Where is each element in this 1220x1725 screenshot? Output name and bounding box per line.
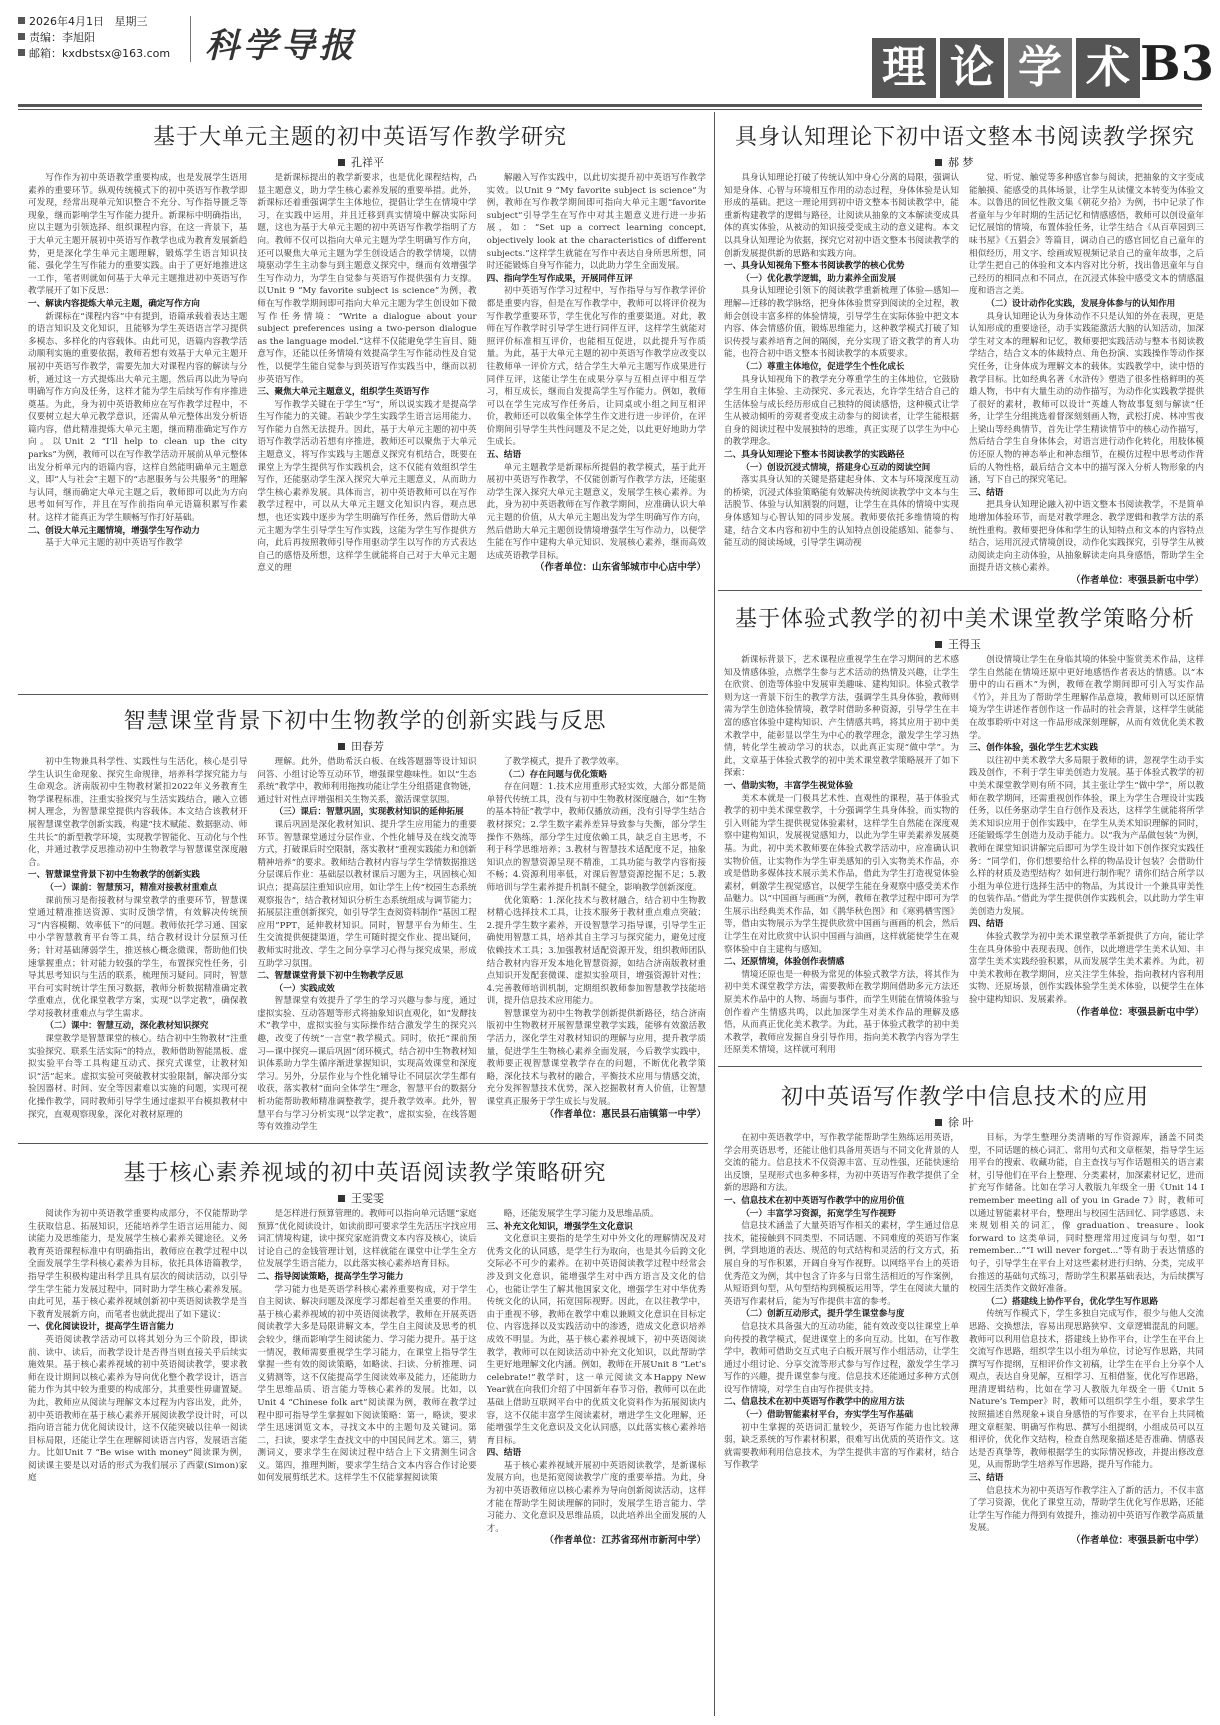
paragraph: 初中英语写作学习过程中，写作指导与写作教学评价都是重要内容，但是在写作教学中，教师可以将评价视为写作教学重要环节，学生优化写作的重要渠道。对此，教师在写作教学时引导学生进行同伴互评，这样学生就能对照评价标准相互评价，也能相互促进，以此提升写作质量。为此，基于大单元主题的初中英语写作教学应改变以往教师单一评价方式，结合学生大单元主题写作成果进行同伴互评，这能让学生在成果分享与互相点评中相互学习，相互成长，继而自发提高学生写作能力。例如，教师可以在学生完成写作任务后，让同桌或小组之间互相评价，教师还可以收集全体学生作文进行进一步评价，在评价期间引导学生共性问题及不足之处，以此更好地助力学生成长。: [486, 286, 706, 448]
section-heading: 一、优化阅读设计，提高学生语言能力: [28, 1322, 175, 1333]
paragraph: 智慧课堂有效提升了学生的学习兴趣与参与度，通过虚拟实验、互动答题等形式将抽象知识直观化，如“发酵技术”教学中，虚拟实验与实际操作结合激发学生的探究兴趣，改变了传统“一言堂”教学模式。同时，依托“课前预习—课中探究—课后巩固”闭环模式，结合初中生物教材知识体系助力学生循序渐进掌握知识，实现高效课堂和深度学习。另外，分层作业与个性化辅导让不同层次学生都有收获，落实教材“面向全体学生”理念，智慧平台的数据分析功能帮助教师精准调整教学，提升教学效率。此外，智慧平台与学习分析实现“以学定教”，虚拟实验，在线答题等有效推动学生: [257, 996, 477, 1133]
bullet-square-icon: [18, 33, 25, 40]
subsection-heading: （一）课前：智慧预习，精准对接教材重难点: [45, 882, 218, 893]
paragraph: 存在问题：1.技术应用重形式轻实效，大部分都是简单替代传统工具，没有与初中生物教材深度融合，如“生物的基本特征”教学中，教师仅播放动画，没有引导学生结合教材探究；2.学生数字素养差异导致参与失衡，部分学生操作不熟练，部分学生过度依赖工具，缺乏自主思考，不利于科学思维培养；3.教材与智慧技术适配度不足，抽象知识点的智慧资源呈现不精准，工具功能与教学内容衔接不畅；4.资源利用率低，对课后智慧资源挖掘不足；5.教师培训与学生素养提升机制不健全，影响教学创新深度。: [486, 782, 706, 893]
paragraph: 新课标在“课程内容”中有提到，语篇承载着表达主题的语言知识及文化知识，且能够为学生英语语言学习提供多模态、多样化的内容载体。由此可见，语篇内容教学活动顺利实施的重要依据，教师若想有效基于大单元主题开展初中英语写作教学，需要先加大对课程内容的解读与分析，通过这一方式提炼出大单元主题，然后再以此为导向明确写作方向及任务，这样才能为学生后续写作有序推进奠基。为此，身为初中英语教师应在写作教学过程中，不仅要树立起大单元教学意识，还需从单元整体出发分析语篇内容，借此精准提炼大单元主题，继而精准确定写作方向。以Unit 2 “I’ll help to clean up the city parks”为例，教师可以在写作教学活动开展前从单元整体出发分析单元内的语篇内容，这样自然能明确单元主题意义，即“人与社会”主题下的“志愿服务与公共服务”的理解与认同，继而确定大单元主题之后，教师即可以此为方向思考如何写作，并且在写作前指向单元语篇积累写作素材。这样才能真正为学生顺畅写作打好基础。: [28, 311, 248, 524]
article-title: 基于体验式教学的初中美术课堂教学策略分析: [734, 607, 1195, 632]
section-heading: 五、结语: [486, 450, 522, 461]
article-column: [969, 1132, 1204, 1716]
article-divider: [718, 590, 1202, 591]
article-title: 基于核心素养视域的初中英语阅读教学策略研究: [123, 1161, 607, 1186]
author-affiliation: （作者单位：枣强县新屯中学）: [1070, 575, 1204, 586]
email-line: [18, 46, 198, 62]
article-byline: [338, 154, 384, 170]
subsection-heading: （一）借助智能素材平台，夯实学生写作基础: [741, 1410, 914, 1421]
paragraph: 传统写作模式下，学生多独自完成写作，很少与他人交流思路、交换想法，容易出现思路狭窄、文章逻辑混乱的问题。教师可以利用信息技术，搭建线上协作平台，让学生在平台上交流写作思路，组织学生以小组为单位，讨论写作思路，共同撰写写作提纲，互相评价作文初稿，让学生在平台上分享个人观点，表达自身见解，互相学习、互相借鉴，优化写作思路，理清逻辑结构，比如在学习人教版九年级全一册《Unit 5 Nature’s Temper》时，教师可以组织学生小组，要求学生按照描述自然现象+谈自身感悟的写作要求，在平台上共同梳理文章框架、明确写作构思、撰写小组提纲，小组成员可以互相评价，优化作文结构，检查自然现象描述是否准确、情感表达是否真挚等，教师根据学生的实际情况修改，并提出修改意见，从而帮助学生培养写作思路，提升写作能力。: [969, 1309, 1204, 1471]
author-affiliation: （作者单位：枣强县新屯中学）: [1070, 1535, 1204, 1546]
paragraph: 基于核心素养视域开展初中英语阅读教学，是新课标发展方向，也是拓宽阅读教学广度的重要举措。为此，身为初中英语教师应以核心素养为导向创新阅读活动，这样才能在帮助学生阅读理解的同时，发展学生语言能力、学习能力、文化意识及思维品质，以此培养出全面发展的人才。: [486, 1460, 706, 1534]
section-char-3: 学: [1008, 38, 1072, 98]
section-heading: 三、结语: [969, 1473, 1004, 1484]
subsection-heading: （一）丰富学习资源，拓宽学生写作视野: [741, 1208, 896, 1219]
paragraph: 具身认知理论打破了传统认知中身心分离的局限，强调认知是身体、心智与环境相互作用的动态过程，身体体验是认知形成的基础。把这一理论用到初中语文整本书阅读教学中，能重新构建教学的逻辑与路径，让阅读从抽象的文本解读变成具体的真实体验，从被动的知识接受变成主动的意义建构。本文以具身认知理论为依据，探究它对初中语文整本书阅读教学的创新发展提供新的思路和实践方向。: [724, 173, 959, 259]
subsection-heading: （二）尊重主体地位，促进学生个性化成长: [741, 361, 905, 372]
section-char-1: 理: [872, 38, 936, 98]
section-heading: 一、借助实物，丰富学生视觉体验: [724, 780, 853, 791]
bullet-square-icon: [935, 1119, 942, 1126]
subsection-heading: （二）创新互动形式，提升学生课堂参与度: [741, 1309, 905, 1320]
bullet-square-icon: [18, 49, 25, 56]
section-heading: 四、结语: [969, 919, 1004, 930]
article-column: [724, 172, 959, 586]
article-divider: [18, 1143, 708, 1144]
paragraph: 基于大单元主题的初中英语写作教学: [45, 538, 183, 549]
article-column: [969, 172, 1204, 586]
paragraph: 了教学模式，提升了教学效率。: [503, 757, 625, 767]
bullet-square-icon: [338, 1195, 345, 1202]
paragraph: 学习能力也是英语学科核心素养重要构成，对于学生自主阅读、解决问题及深度学习都起着至关重要的作用。基于核心素养视域的初中英语阅读教学，教师在开展英语阅读教学大多是局限讲解文本，学生自主阅读及思考的机会较少，继而影响学生阅读能力、学习能力提升。基于这一情况，教师需要重视学生学习能力，在课堂上指导学生掌握一些有效的阅读策略，如略读、扫读、分析推理、词义猜测等，这不仅能提高学生阅读效率及能力，还能助力学生思维品质、语言能力等核心素养的发展。比如，以Unit 4 “Chinese folk art”阅读课为例，教师在教学过程中即可指导学生掌握如下阅读策略：第一，略读，要求学生迅速浏览文本，寻找文本中的主题句及关键词。第二，扫读，要求学生查找文中的中国民间艺术。第三，猜测词义，要求学生在阅读过程中结合上下文猜测生词含义。第四，推理判断，要求学生结合文本内容合作讨论要如何发展剪纸艺术。这样学生不仅能掌握阅读策: [257, 1284, 477, 1484]
article-body: [28, 756, 706, 1138]
editor-label: 责编：李旭阳: [29, 31, 95, 44]
author-name: 王雯雯: [351, 1192, 384, 1205]
section-heading: 二、智慧课堂背景下初中生物教学反思: [257, 971, 404, 982]
bullet-square-icon: [18, 17, 25, 24]
paragraph: 在初中英语教学中，写作教学能帮助学生熟练运用英语，学会用英语思考，还能让他们具备用英语与不同文化背景的人交流的能力。信息技术不仅资源丰富、互动性强，还能快速给出反馈，呈现形式也多种多样，为初中英语写作教学提供了全新的思路和方法。: [724, 1133, 959, 1194]
article-title: 基于大单元主题的初中英语写作教学研究: [152, 125, 567, 150]
date-line: [18, 14, 198, 30]
column-divider: [714, 112, 715, 1716]
subsection-heading: （二）存在问题与优化策略: [503, 769, 607, 780]
section-char-4: 术: [1076, 38, 1140, 98]
section-heading: 二、信息技术在初中英语写作教学中的应用方法: [724, 1397, 905, 1408]
section-heading: 二、创设大单元主题情境，增强学生写作动力: [28, 525, 200, 536]
paragraph: 具身认知理论引领下的阅读教学重新梳理了体验—感知—理解—迁移的教学脉络，把身体体验贯穿到阅读的全过程，教师会创设丰富多样的体验情境，引导学生在实际体验中把文本内容、体会情感价值，锻炼思维能力，这种教学模式打破了知识传授与素养培育之间的隔阂，充分实现了语文教学的育人功能，也符合初中语文整本书阅读教学的本质要求。: [724, 286, 959, 360]
section-char-2: 论: [940, 38, 1004, 98]
paragraph: 把具身认知理论融入初中语文整本书阅读教学，不是简单地增加体验环节，而是对教学理念、教学逻辑和教学方法的系统性重构。教师要把身体和学生的认知特点和文本的内容特点结合，运用沉浸式情境创设，动作化实践探究，引导学生从被动阅读走向主动体验，从抽象解读走向具身感悟，帮助学生全面提升语文核心素养。: [969, 500, 1204, 574]
author-name: 田春芳: [351, 740, 384, 753]
article-body: [28, 1208, 706, 1716]
paragraph: 信息技术为初中英语写作教学注入了新的活力，不仅丰富了学习资源，优化了课堂互动，帮助学生优化写作思路，还能让学生写作能力得到有效提升，推动初中英语写作教学高质量发展。: [969, 1485, 1204, 1534]
paragraph: 信息技术具备强大的互动功能，能有效改变以往课堂上单向传授的教学模式，促进课堂上的多向互动。比如，在写作教学中，教师可借助交互式电子白板开展写作小组活动，让学生通过小组讨论、分享交流等形式参与写作过程，激发学生学习写作的兴趣，提升课堂参与度。信息技术还能通过多种方式创设写作情境，对学生自由写作提供支持。: [724, 1321, 959, 1395]
section-heading: 三、补充文化知识，增强学生文化意识: [486, 1221, 633, 1232]
paragraph: 目标，为学生整理分类清晰的写作资源库，涵盖不同类型，不同话题的核心词汇、常用句式和文章框架，指导学生运用平台的搜索、收藏功能，自主查找与写作话题相关的语言素材，引导他们在平台上整理、分类素材，加深素材记忆，进而扩充写作储备。比如在学习人教版九年级全一册《Unit 14 I remember meeting all of you in Grade 7》时，教师可以通过智能素材平台，整理出与校园生活回忆、同学感恩、未来规划相关的词汇，像 graduation、treasure、look forward to 这类单词，同时整理常用过度词与句型，如“I remember...”“I will never forget...”等有助于表达情感的句子，引导学生在平台上对这些素材进行归纳、分类，完成平台推送的基础句式练习，帮助学生积累基础表达，为后续撰写校园生活类作文做好准备。: [969, 1133, 1204, 1295]
paragraph: 略，还能发展学生学习能力及思维品质。: [503, 1209, 659, 1219]
author-name: 孔祥平: [351, 156, 384, 169]
author-affiliation: （作者单位：山东省邹城市中心店中学）: [534, 562, 706, 574]
article-column: [257, 172, 476, 690]
article-title: 初中英语写作教学中信息技术的应用: [780, 1085, 1149, 1110]
paragraph: 具身认知理论认为身体动作不只是认知的外在表现，更是认知形成的重要途径，动手实践能激活大脑的认知活动，加深学生对文本的理解和记忆，教师要把实践活动与整本书阅读教学结合，结合文本的体裁特点、角色扮演、实践操作等动作探究任务，让身体成为理解文本的载体。实践教学中，读中悟的教学目标。比如经典名著《水浒传》塑造了很多性格鲜明的英雄人物，书中有大量生动的动作描写，为动作化实践教学提供了很好的素材，教师可以设计“英雄人物故事复刻与解读”任务，让学生分组挑选着督深刻刻画人物，武松打虎、林冲雪夜上梁山等经典情节，首先让学生精读情节中的核心动作描写，然后结合学生自身体体会，对语言进行动作化转化，用肢体模仿还原人物的神态举止和神态细节，在模仿过程中思考动作背后的人物性格，最后结合文本中的描写深入分析人物形象的内涵，写下自己的探究笔记。: [969, 311, 1204, 486]
author-name: 郝 梦: [948, 156, 974, 169]
paragraph: 以往初中美术教学大多局限于教师的讲，忽视学生动手实践及创作，不利于学生审美创造力发展。基于体验式教学的初中美术课堂教学则有所不同，其主张让学生“做中学”，所以教师在教学期间，还需重视创作体验，课上为学生合理设计实践任务，以任务驱动学生自行创作及表达，这样学生就能将所学美术知识应用于创作实践中，在学生从美术知识理解的同时，还能锻炼学生创造力及动手能力。以“我为产品做包装”为例，教师在课堂知识讲解完后即可为学生设计如下创作探究实践任务：“同学们，你们想要给什么样的物品设计包装？会借助什么样的材质及造型结构？如何进行制作呢？请你们结合所学以小组为单位进行选择生活中的物品，为其设计一个兼具审美性的包装作品。”借此为学生提供创作实践机会，以此助力学生审美创造力发展。: [969, 755, 1204, 917]
section-heading: 二、还原情境，体验创作表情感: [724, 957, 845, 968]
article-byline: [338, 738, 384, 754]
article-column: [487, 756, 706, 1138]
paragraph: 写作作为初中英语教学重要构成，也是发展学生语用素养的重要环节。纵观传统模式下的初中英语写作教学即可发现，经常出现单元知识整合不充分、写作指导匮乏等现象，继而影响学生写作能力提升。新课标中明确指出，应以主题为引领选择、组织课程内容，在这一背景下，基于大单元主题开展初中英语写作教学也成为教育发展新趋势，更是深化学生单元主题理解，锻炼学生语言知识技能、强化学生写作能力的重要实践。由于了更好地推进这一工作，笔者则就如何基于大单元主题推进初中英语写作教学展开了如下反思：: [28, 173, 248, 297]
section-heading: 三、聚焦大单元主题意义，组织学生英语写作: [257, 387, 430, 398]
section-heading: 三、创作体验，强化学生艺术实践: [969, 743, 1098, 754]
email-label: 邮箱：kxdbstsx@163.com: [29, 47, 171, 60]
article-column: [257, 756, 476, 1138]
masthead-meta: [18, 14, 198, 62]
masthead-divider: [190, 16, 191, 62]
article-column: [487, 172, 706, 690]
issue-weekday: 星期三: [114, 15, 148, 28]
paragraph: 初中生掌握的英语词汇量较少，英语写作能力也比较薄弱，缺乏系统的写作素材积累，很难写出优质的英语作文。这就需要教师利用信息技术，为学生提供丰富的写作素材，结合写作教学: [724, 1422, 959, 1471]
bullet-square-icon: [338, 743, 345, 750]
paragraph: 美术本就是一门极具艺术性、直观性的课程，基于体验式教学的初中美术课堂教学，十分强调学生具身体验，而实物的引入则能为学生提供视觉体验素材，这样学生自然能在深度观察中建构知识，发展视觉感知力，以此为学生审美素养发展奠基。为此，初中美术教师要在体验式教学活动中，应准确认识实物价值，让实物作为学生审美感知的引入实物美术作品，亦或是借助多媒体技术展示美术作品，借此为学生打造视觉体验素材，刺激学生视觉感官，以便学生能在身观察中感受美术作品魅力。以“中国画与画画”为例，教师在教学过程中即可为学生展示出经典美术作品，如《鹊华秋色图》和《寒鸦栖雪图》等，借由实物展示为学生提供欣赏中国画与画画的机会，然后让学生在对比欣赏中认识中国画与油画，这样就能使学生在观察体验中自主建构与感知。: [724, 793, 959, 955]
article-byline: [935, 154, 974, 170]
paragraph: 新课标背景下，艺术课程应重视学生在学习期间的艺术感知及情感体验，点燃学生参与艺术活动的热情及兴趣，让学生在欣赏、创造等体验中发展审美趣味、建构知识。体验式教学则为这一背景下衍生的教学方法，强调学生具身体验，教师则需为学生创造体验情境，教学时借助多种资源，引导学生在丰富的感官体验中建构知识、产生情感共鸣，将其应用于初中美术教学中，能彰显以学生为中心的教学理念，激发学生学习热情，转化学生被动学习的状态，以此真正实现“做中学”。为此，文章基于体验式教学的初中美术课堂教学策略展开了如下探索：: [724, 655, 959, 779]
paragraph: 情境还原也是一种极为常见的体验式教学方法，将其作为初中美术课堂教学方法，需要教师在教学期间借助多元方法还原美术作品中的人物、场面与事件，而学生则能在情境体验与创作着产生情感共鸣，以此加深学生对美术作品的理解及感悟，从而真正优化美术教学。为此，基于体验式教学的初中美术教学，教师应发掘自身引导作用，指向美术教学内容为学生还原美术情境，这样就可利用: [724, 969, 959, 1056]
paragraph: 课后巩固是深化教材知识、提升学生应用能力的重要环节。智慧课堂通过分层作业、个性化辅导及在线交流等方式，打破课后时空限制，落实教材“重视实践能力和创新精神培养”的要求。教师结合教材内容与学生学情数据推送分层课后作业：基础层以教材课后习题为主，巩固核心知识点；提高层注重知识应用，如让学生上传“校园生态系统观察报告”，结合教材知识分析生态系统组成与调节能力；拓展层注重创新探究，如引导学生查阅资料制作“基因工程应用”PPT，延伸教材知识。同时，智慧平台为师生、生生交流提供便捷渠道，学生可随时提交作业、提出疑问，教师实时批改、学生之间分享学习心得与探究成果，形成互助学习氛围。: [257, 819, 477, 969]
article-column: [487, 1208, 706, 1716]
paragraph: 解融入写作实践中，以此切实提升初中英语写作教学实效。以Unit 9 “My favorite subject is science”为例，教师在写作教学期间即可指向大单元主题“favorite subject”引导学生在写作中对其主题意义进行进一步拓展，如：“Set up a correct learning concept, objectively look at the characteristics of different subjects.”这样学生就能在写作中表达自身所思所想，同时还能锻炼自身写作能力，以此助力学生全面发展。: [486, 173, 706, 272]
article-column: [724, 1132, 959, 1716]
article-title: 智慧课堂背景下初中生物教学的创新实践与反思: [123, 709, 607, 734]
section-heading: 二、指导阅读策略，提高学生学习能力: [257, 1271, 404, 1282]
article-column: [28, 756, 247, 1138]
subsection-heading: （一）优化教学逻辑，助力素养全面发展: [741, 273, 896, 284]
subsection-heading: （二）课中：智慧互动，深化教材知识探究: [45, 1021, 209, 1032]
paragraph: 优化策略：1.深化技术与教材融合，结合初中生物教材精心选择技术工具，让技术服务于教材重点难点突破；2.提升学生数字素养，开设智慧学习指导课，引导学生正确使用智慧工具，培养其自主学习与探究能力，避免过度依赖技术工具；3.加强教材适配资源开发，组织教师团队结合教材内容开发本地化智慧资源，如结合济南版教材重点知识开发配套微课、虚拟实验项目，增强资源针对性；4.完善教师培训机制，定期组织教师参加智慧教学技能培训，提升信息技术应用能力。: [486, 895, 706, 1007]
bullet-square-icon: [935, 641, 942, 648]
paragraph: 初中生物兼具科学性、实践性与生活化，核心是引导学生认识生命现象、探究生命规律，培养科学探究能力与生命观念。济南版初中生物教材紧扣2022年义务教育生物学课程标准，注重实验探究与生活实践结合，融入立德树人理念，为智慧课堂提供内容载体。本文结合该教材开展智慧课堂教学创新实践，构建“技术赋能、数据驱动、师生共长”的新型教学环境，实现教学智能化、互动化与个性化，并通过教学反思推动初中生物教学与智慧课堂深度融合。: [28, 757, 248, 868]
paragraph: 课前预习是衔接教材与课堂教学的重要环节，智慧课堂通过精准推送资源、实时反馈学情，有效解决传统预习“内容模糊、效率低下”的问题。教师依托学习通、国家中小学智慧教育平台等工具，结合教材设计分层预习任务；针对基础薄弱学生，推送核心概念微课，帮助他们快速掌握重点；针对能力较强的学生，布置探究性任务，引导其思考知识与生活的联系，梳理预习疑问。同时，智慧平台可实时统计学生预习数据，教师分析数据精准确定教学重难点，优化课堂教学方案，实现“以学定教”，确保教学对接教材重难点与学生需求。: [28, 895, 248, 1019]
masthead-rule-thin: [18, 109, 1202, 110]
paragraph: 是新课标提出的教学新要求，也是优化课程结构，凸显主题意义，助力学生核心素养发展的重要举措。此外，新课标还着重强调学生主体地位，提倡让学生在情境中学习，在实践中运用，并且迁移到真实情境中解决实际问题，这也为基于大单元主题的初中英语写作教学指明了方向。教师不仅可以指向大单元主题为学生明确写作方向，还可以聚焦大单元主题为学生创设适合的教学情境，以情境驱动学生主动参与到主题意义探究中，继而有效增强学生写作动力，为学生自觉参与英语写作提供强有力支撑。以Unit 9 “My favorite subject is science”为例，教师在写作教学期间即可指向大单元主题为学生创设如下微写作任务情境：“Write a dialogue about your subject preferences using a two-person dialogue as the language model.”这样不仅能避免学生盲目、随意写作，还能以任务情境有效提高学生写作能动性及自觉性，以便学生能自觉参与到英语写作实践当中，继而以初步英语写作。: [257, 173, 477, 385]
subsection-heading: （二）设计动作化实践，发展身体参与的认知作用: [986, 298, 1176, 309]
section-heading: 二、具身认知理论下整本书阅读教学的实践路径: [724, 450, 905, 461]
author-affiliation: （作者单位：江苏省邳州市新河中学）: [544, 1535, 706, 1547]
section-heading: 一、智慧课堂背景下初中生物教学的创新实践: [28, 870, 200, 881]
article-divider: [18, 694, 708, 695]
article-column: [28, 172, 247, 690]
paragraph: 写作教学关键在于学生“写”，所以说实践才是提高学生写作能力的关键。若缺少学生实践学生语言运用能力、写作能力自然无法提升。因此，基于大单元主题的初中英语写作教学活动若想有序推进，教师还可以聚焦于大单元主题意义，将写作实践与主题意义探究有机结合，既要在课堂上为学生提供写作实践机会，这不仅能有效组织学生写作，还能驱动学生深入探究大单元主题意义，从而助力学生核心素养发展。具体而言，初中英语教师可以在写作教学过程中，可以从大单元主题文化知识内容，观点思想，也还实践中逐步为学生明确写作任务，然后借助大单元主题为学生引导学生写作实践，这能为学生写作提供方向，此后再按照教师引导作用驱动学生以写作的方式表达自己的感悟及所想，这样学生就能将自己对于大单元主题意义的理: [257, 399, 477, 574]
paragraph: 是怎样进行预算管理的。教师可以指向单元话题“家庭预算”优化阅读设计，如读前即可要求学生先活压字找应用词汇情境构建，读中探究家庭消费文本内容及核心，读后讨论自己的金钱管理计划，这样就能在课堂中让学生全方位发展学生语言能力，以此落实核心素养培育目标。: [257, 1209, 477, 1270]
paragraph: 课堂教学是智慧课堂的核心。结合初中生物教材“注重实验探究、联系生活实际”的特点，教师借助智能黑板、虚拟实验平台等工具构建互动式、探究式课堂，让教材知识“活”起来。虚拟实验可突破教材实验限制，解决部分实验因器材、时间、安全等因素难以实施的问题，实现可视化操作教学，同时教师引导学生通过虚拟平台模拟教材中探究，直观观察现象，深化对教材原理的: [28, 1034, 248, 1120]
paragraph: 文化意识主要指的是学生对中外文化的理解情况及对优秀文化的认同感，是学生行为取向，也是其今后跨文化交际必不可少的素养。在初中英语阅读教学过程中经常会涉及到文化意识，能增强学生对中西方语言及文化的信心，也能让学生了解其他国家文化，增强学生对中华优秀传统文化的认同，拓宽国际视野。因此，在以往教学中，由于重视不够，教师在教学中难以兼顾文化意识在目标定位、内容选择以及实践活动中的渗透，造成文化意识培养成效不明显。为此，基于核心素养视域下，初中英语阅读教学，教师可以在阅读活动中补充文化知识，以此帮助学生更好地理解文化内涵。例如，教师在开展Unit 8 “Let’s celebrate!”教学时，这一单元阅读文本Happy New Year就在向我们介绍了中国新年春节习俗，教师可以在此基础上借助互联网平台中的优质文化资料作为拓展阅读内容，这不仅能丰富学生阅读素材，增进学生文化理解，还能增强学生文化意识及文化认同感，以此落实核心素养培育目标。: [486, 1234, 706, 1446]
author-name: 徐 叶: [948, 1116, 974, 1129]
section-heading: 一、具身认知视角下整本书阅读教学的核心优势: [724, 261, 905, 272]
article-byline: [935, 1114, 974, 1130]
paragraph: 理解。此外，借助希沃白板、在线答题器等设计知识问答、小组讨论等互动环节，增强课堂趣味性。如以“生态系统”教学中，教师利用拖拽功能让学生分组搭建食物链，通过针对性点评增强相关生物关系，激活课堂氛围。: [257, 757, 477, 805]
article-column: [969, 654, 1204, 1060]
paragraph: 智慧课堂为初中生物教学创新提供新路径，结合济南版初中生物教材开展智慧课堂教学实践，能够有效激活教学活力，深化学生对教材知识的理解与应用，提升教学质量，促进学生生物核心素养全面发展，今后教学实践中，教师要正视智慧课堂教学存在的问题，不断优化教学策略，深化技术与教材的融合，平衡技术应用与情感交流，充分发挥智慧技术优势，深入挖掘教材育人价值，让智慧课堂真正服务于学生成长与发展。: [486, 1008, 706, 1108]
article-body: [724, 654, 1204, 1060]
article-column: [28, 1208, 247, 1716]
subsection-heading: （一）创设沉浸式情境，搭建身心互动的阅读空间: [741, 462, 931, 473]
article-byline: [935, 636, 981, 652]
section-heading: 四、结语: [486, 1448, 522, 1459]
section-heading: 三、结语: [969, 487, 1004, 498]
bullet-square-icon: [935, 159, 942, 166]
paragraph: 英语阅读教学活动可以将其划分为三个阶段，即读前、读中、读后，而教学设计是否得当则直接关乎后续实施效果。基于核心素养视域的初中英语阅读教学，要求教师在设计期间以核心素养为导向优化整个教学设计，语言能力作为其中较为重要的构成部分，其重要性毋庸置疑。为此，教师应从阅读与理解文本过程为内容出发，此外，初中英语教师在基于核心素养开展阅读教学设计时，可以指向语言能力优化阅读设计，这不仅能突破以往单一阅读目标局限，还能让学生在理解阅读语言内容，发展语言能力。比如Unit 7 “Be wise with money”阅读课为例，阅读课主要是以对话的形式为我们展示了西蒙(Simon)家庭: [28, 1334, 248, 1484]
page-number: B3: [1140, 36, 1214, 92]
paragraph: 具身认知视角下的教学充分尊重学生的主体地位，它鼓励学生用自主体验、主动探究、多元表达，允许学生结合自己的生活体验与成长经历形成自己独特的阅读感悟，这种模式让学生从被动倾听的旁观者变成主动参与的阅读者，让学生能根据自身的阅读过程中发展独特的思维，真正实现了以学生为中心的教学理念。: [724, 374, 959, 448]
subsection-heading: （二）搭建线上协作平台，优化学生写作思路: [986, 1296, 1159, 1307]
subsection-heading: （三）课后：智慧巩固，实现教材知识的延伸拓展: [274, 807, 464, 818]
author-name: 王得玉: [948, 638, 981, 651]
paragraph: 落实具身认知的关键是搭建起身体、文本与环境深度互动的桥梁，沉浸式体验策略能有效解决传统阅读教学中文本与生活脱节、体验与认知割裂的问题，让学生在具体的情境中实现身体感知与心智认知的同步发展。教师要依托多维情境的构建，结合文本内容和初中生的认知特点创设能感知、能参与、能互动的阅读场域，引导学生调动视: [724, 475, 959, 549]
masthead-rule-thick: [18, 104, 1202, 107]
paragraph: 阅读作为初中英语教学重要构成部分，不仅能帮助学生获取信息、拓展知识，还能培养学生语言运用能力、阅读能力及思维能力，是发展学生核心素养关键途径。义务教育英语课程标准中有明确指出，教师应在教学过程中以全面发展学生学科核心素养为目标，依托具体语篇教学，指导学生积极构建出科学且具有层次的阅读活动，以引导学生学生能力发展过程中，同时助力学生核心素养发展。由此可见，基于核心素养视域创新初中英语阅读教学是当下教育发展新方向，而笔者也就此提出了如下建议：: [28, 1209, 248, 1320]
bullet-square-icon: [338, 159, 345, 166]
paragraph: 信息技术涵盖了大量英语写作相关的素材，学生通过信息技术，能接触到不同类型、不同话题、不同难度的英语写作案例，学到地道的表达、规范的句式结构和灵活的行文方式，拓展自身的写作积累，开阔自身写作视野。以网络平台上的英语优秀范文为例，其中包含了许多与日常生活相近的写作案例，从短语到句型，从句型结构到模板运用等，学生在阅读大量的英语写作素材后，能为写作提供丰富的参考。: [724, 1221, 959, 1307]
article-body: [28, 172, 706, 690]
article-body: [724, 1132, 1204, 1716]
paragraph: 创设情境让学生在身临其境的体验中鉴赏美术作品，这样学生自然能在情境还原中更好地感悟作者表达的情感。以“本册中的山石画木”为例，教师在教学期间即可引入写实作品《竹》，并且为了帮助学生理解作品意境，教师则可以还原情境为学生讲述作者创作这一作品时的社会背景，这样学生就能在故事聆听中对这一作品形成深刻理解，从而有效优化美术教学。: [969, 655, 1204, 741]
paragraph: 体验式教学为初中美术课堂教学革新提供了方向，能让学生在具身体验中表现表现、创作，以此增进学生美术认知、丰富学生美术实践经验积累，从而发展学生美术素养。为此，初中美术教师在教学期间，应关注学生体验，指向教材内容利用实物、还原场景，创作实践体验学生美术体验，以便学生在体验中建构知识、发展素养。: [969, 932, 1204, 1006]
article-body: [724, 172, 1204, 586]
section-heading: 四、指向学生写作成果，开展同伴互评: [486, 273, 633, 284]
editor-line: [18, 30, 198, 46]
section-heading: 一、信息技术在初中英语写作教学中的应用价值: [724, 1195, 905, 1206]
author-affiliation: （作者单位：枣强县新屯中学）: [1070, 1006, 1204, 1018]
article-column: [724, 654, 959, 1060]
paragraph: 单元主题教学是新课标所提倡的教学模式，基于此开展初中英语写作教学，不仅能创新写作教学方法，还能驱动学生深入探究大单元主题意义，发展学生核心素养。为此，身为初中英语教师在写作教学期间，应准确认识大单元主题的价值，从大单元主题出发为学生明确写作方向，然后借助大单元主题创设情境增强学生写作动力，以便学生能在写作中建构大单元知识、发展核心素养，继而高效达成英语教学目标。: [486, 462, 706, 561]
paragraph: 觉、听觉、触觉等多种感官参与阅读，把抽象的文字变成能触摸、能感受的具体场景，让学生从读懂文本转变为体验文本。以鲁迅的回忆性散文集《朝花夕拾》为例，书中记录了作者童年与少年时期的生活记忆和情感感悟，教师可以创设童年记忆展馆的情境，布置体验任务，让学生结合《从百草园到三味书屋》《五猖会》等篇目，调动自己的感官回忆自己童年的相似经历，用文字、绘画或短视频记录自己的童年故事，之后让学生把自己的体验和文本内容对比分析，找出鲁迅童年与自己经历的相同点和不同点，在沉浸式体验中感受文本的情感温度和语言之美。: [969, 173, 1204, 297]
article-title: 具身认知理论下初中语文整本书阅读教学探究: [734, 125, 1195, 150]
article-column: [257, 1208, 476, 1716]
section-heading: 一、解读内容提炼大单元主题，确定写作方向: [28, 298, 200, 309]
newspaper-logo: 科学导报: [205, 26, 357, 66]
article-byline: [338, 1190, 384, 1206]
article-divider: [718, 1066, 1202, 1067]
subsection-heading: （一）实践成效: [274, 983, 335, 994]
author-affiliation: （作者单位：惠民县石庙镇第一中学）: [544, 1108, 706, 1120]
issue-date: 2026年4月1日: [29, 15, 104, 28]
